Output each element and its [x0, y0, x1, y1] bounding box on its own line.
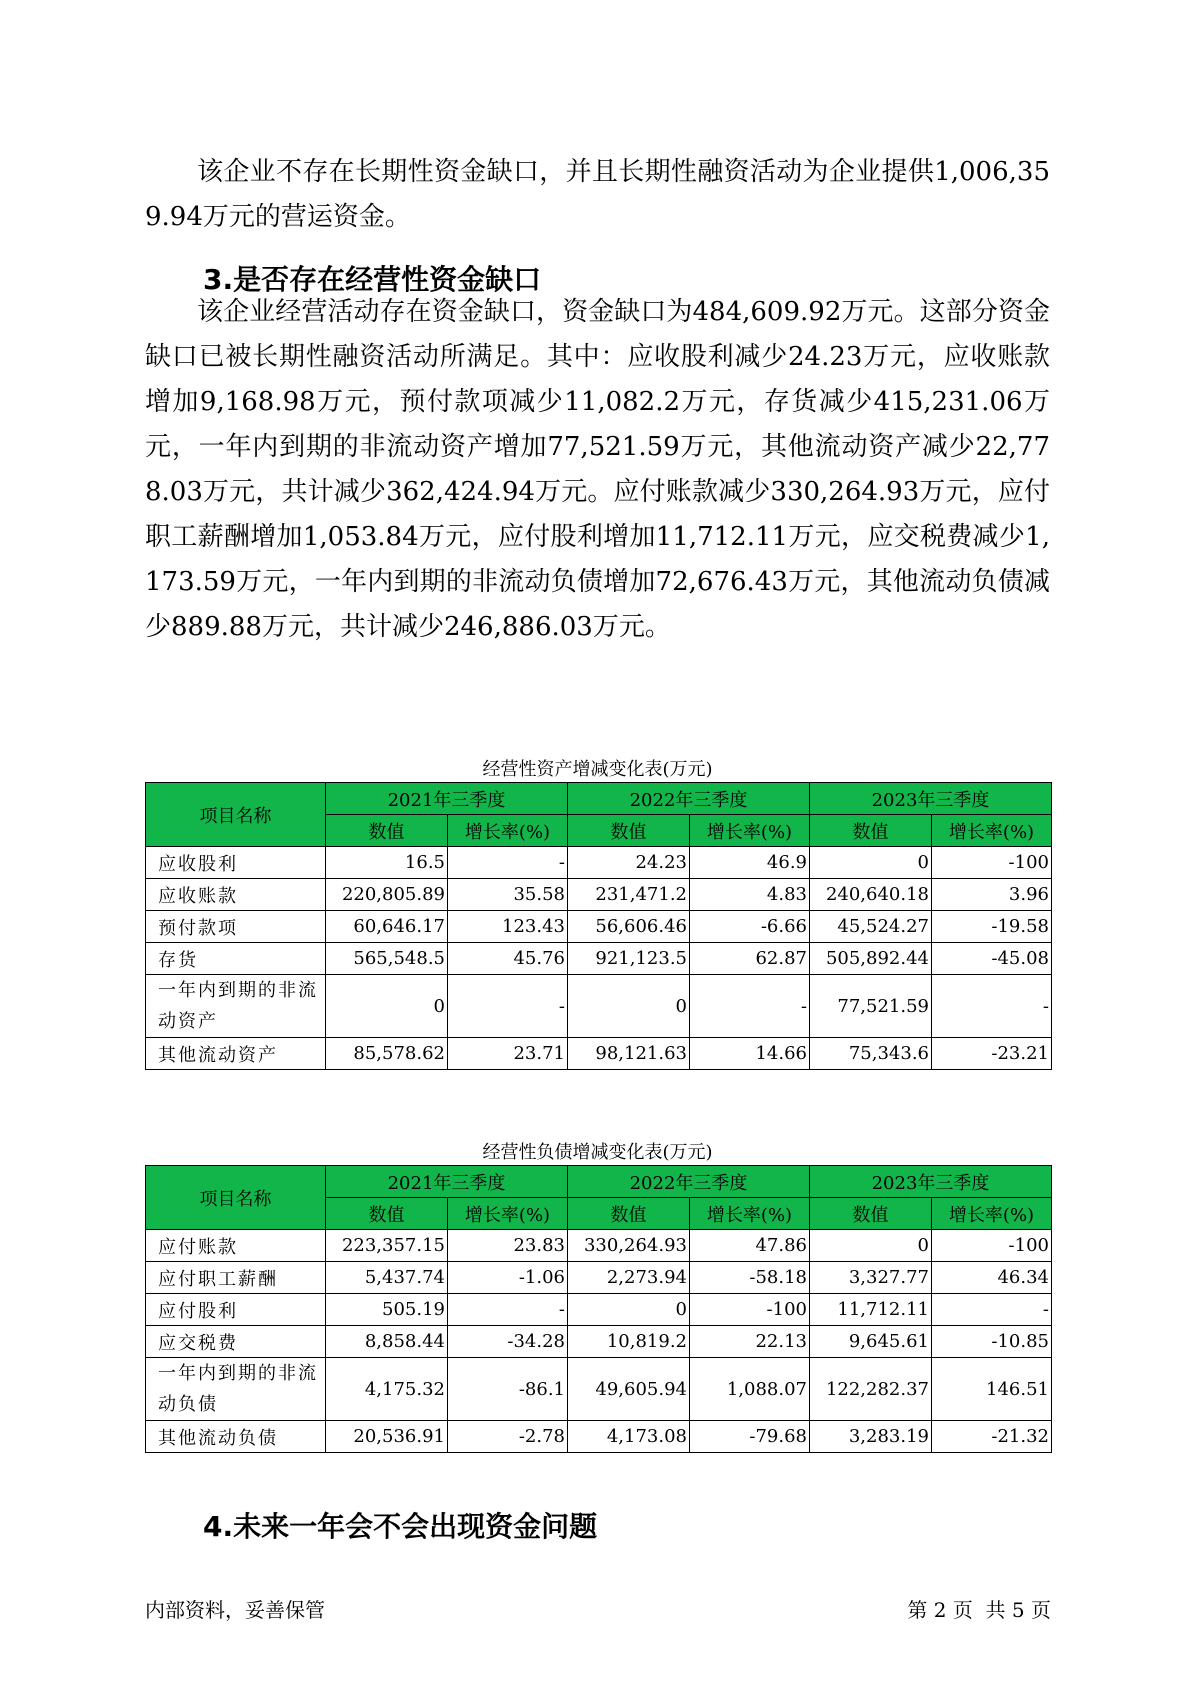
header-period-2023: 2023年三季度	[810, 783, 1052, 815]
cell: -6.66	[690, 911, 810, 943]
cell: 505,892.44	[810, 943, 932, 975]
cell: 1,088.07	[690, 1358, 810, 1421]
cell: 85,578.62	[326, 1038, 448, 1070]
cell: 46.9	[690, 847, 810, 879]
header-value: 数值	[568, 815, 690, 847]
cell: 23.71	[448, 1038, 568, 1070]
cell: 231,471.2	[568, 879, 690, 911]
table-row	[146, 1038, 1052, 1070]
asset-change-table	[145, 782, 1052, 1070]
cell: -79.68	[690, 1421, 810, 1453]
row-name: 预付款项	[146, 911, 326, 943]
header-period-2021: 2021年三季度	[326, 783, 568, 815]
cell: 921,123.5	[568, 943, 690, 975]
cell: 3.96	[932, 879, 1052, 911]
header-growth: 增长率(%)	[690, 815, 810, 847]
cell: -	[932, 975, 1052, 1038]
cell: 98,121.63	[568, 1038, 690, 1070]
table-header-row	[146, 783, 1052, 815]
cell: 0	[568, 1294, 690, 1326]
row-name: 应付股利	[146, 1294, 326, 1326]
intro-paragraph: 该企业不存在长期性资金缺口，并且长期性融资活动为企业提供1,006,359.94万元的营运资金。	[145, 157, 1050, 232]
row-name: 其他流动负债	[146, 1421, 326, 1453]
section-3-heading: 3.是否存在经营性资金缺口	[203, 263, 542, 296]
header-value: 数值	[810, 815, 932, 847]
cell: 14.66	[690, 1038, 810, 1070]
cell: 10,819.2	[568, 1326, 690, 1358]
cell: 4,175.32	[326, 1358, 448, 1421]
cell: 3,327.77	[810, 1262, 932, 1294]
cell: -10.85	[932, 1326, 1052, 1358]
cell: 4,173.08	[568, 1421, 690, 1453]
table-row	[146, 1421, 1052, 1453]
cell: 0	[326, 975, 448, 1038]
liability-table-caption: 经营性负债增减变化表(万元)	[482, 1142, 713, 1163]
cell: 4.83	[690, 879, 810, 911]
cell: 220,805.89	[326, 879, 448, 911]
footer-page-number: 第 2 页 共 5 页	[907, 1598, 1051, 1622]
cell: 122,282.37	[810, 1358, 932, 1421]
cell: -34.28	[448, 1326, 568, 1358]
cell: -45.08	[932, 943, 1052, 975]
cell: 505.19	[326, 1294, 448, 1326]
cell: 49,605.94	[568, 1358, 690, 1421]
header-period-2022: 2022年三季度	[568, 1166, 810, 1198]
cell: -58.18	[690, 1262, 810, 1294]
cell: 0	[810, 847, 932, 879]
cell: -100	[932, 1230, 1052, 1262]
header-value: 数值	[810, 1198, 932, 1230]
header-item-name: 项目名称	[146, 783, 326, 847]
table-row	[146, 1262, 1052, 1294]
table-row	[146, 943, 1052, 975]
table-row	[146, 1230, 1052, 1262]
cell: 77,521.59	[810, 975, 932, 1038]
cell: -100	[932, 847, 1052, 879]
cell: 24.23	[568, 847, 690, 879]
header-growth: 增长率(%)	[932, 815, 1052, 847]
row-name: 一年内到期的非流动负债	[146, 1358, 326, 1421]
cell: 45.76	[448, 943, 568, 975]
cell: 46.34	[932, 1262, 1052, 1294]
row-name: 应交税费	[146, 1326, 326, 1358]
cell: -	[448, 847, 568, 879]
header-period-2021: 2021年三季度	[326, 1166, 568, 1198]
cell: -1.06	[448, 1262, 568, 1294]
cell: 22.13	[690, 1326, 810, 1358]
cell: 62.87	[690, 943, 810, 975]
row-name: 其他流动资产	[146, 1038, 326, 1070]
table-row	[146, 975, 1052, 1038]
cell: -	[448, 1294, 568, 1326]
cell: 0	[568, 975, 690, 1038]
cell: 565,548.5	[326, 943, 448, 975]
header-growth: 增长率(%)	[448, 1198, 568, 1230]
table-row	[146, 1294, 1052, 1326]
header-value: 数值	[568, 1198, 690, 1230]
row-name: 应付账款	[146, 1230, 326, 1262]
header-value: 数值	[326, 815, 448, 847]
table-header-row	[146, 1166, 1052, 1198]
cell: 60,646.17	[326, 911, 448, 943]
row-name: 应收账款	[146, 879, 326, 911]
cell: -86.1	[448, 1358, 568, 1421]
table-row	[146, 879, 1052, 911]
header-period-2022: 2022年三季度	[568, 783, 810, 815]
header-growth: 增长率(%)	[932, 1198, 1052, 1230]
header-value: 数值	[326, 1198, 448, 1230]
asset-table-caption: 经营性资产增减变化表(万元)	[482, 759, 713, 780]
header-period-2023: 2023年三季度	[810, 1166, 1052, 1198]
header-item-name: 项目名称	[146, 1166, 326, 1230]
cell: 75,343.6	[810, 1038, 932, 1070]
cell: 123.43	[448, 911, 568, 943]
footer-confidential-note: 内部资料，妥善保管	[145, 1598, 325, 1622]
cell: 0	[810, 1230, 932, 1262]
cell: 11,712.11	[810, 1294, 932, 1326]
table-row	[146, 1326, 1052, 1358]
cell: 56,606.46	[568, 911, 690, 943]
table-row	[146, 911, 1052, 943]
row-name: 存货	[146, 943, 326, 975]
cell: 330,264.93	[568, 1230, 690, 1262]
header-growth: 增长率(%)	[448, 815, 568, 847]
header-growth: 增长率(%)	[690, 1198, 810, 1230]
cell: -23.21	[932, 1038, 1052, 1070]
cell: -19.58	[932, 911, 1052, 943]
row-name: 应付职工薪酬	[146, 1262, 326, 1294]
cell: 20,536.91	[326, 1421, 448, 1453]
table-row	[146, 847, 1052, 879]
cell: 35.58	[448, 879, 568, 911]
cell: 45,524.27	[810, 911, 932, 943]
cell: -	[690, 975, 810, 1038]
cell: 9,645.61	[810, 1326, 932, 1358]
row-name: 应收股利	[146, 847, 326, 879]
row-name: 一年内到期的非流动资产	[146, 975, 326, 1038]
section-3-paragraph: 该企业经营活动存在资金缺口，资金缺口为484,609.92万元。这部分资金缺口已被长期性融资活动所满足。其中：应收股利减少24.23万元，应收账款增加9,168.98万元，预付款项减少11,082.2万元，存货减少415,231.06万元，一年内到期的非流动资产增加77,521.59万元，其他流动资产减少22,778.03万元，共计减少362,424.94万元。应付账款减少330,264.93万元，应付职工薪酬增加1,053.84万元，应付股利增加11,712.11万元，应交税费减少1,173.59万元，一年内到期的非流动负债增加72,676.43万元，其他流动负债减少889.88万元，共计减少246,886.03万元。	[145, 297, 1050, 642]
cell: 8,858.44	[326, 1326, 448, 1358]
cell: 47.86	[690, 1230, 810, 1262]
cell: -	[932, 1294, 1052, 1326]
cell: 240,640.18	[810, 879, 932, 911]
cell: 23.83	[448, 1230, 568, 1262]
cell: 146.51	[932, 1358, 1052, 1421]
cell: 3,283.19	[810, 1421, 932, 1453]
cell: -21.32	[932, 1421, 1052, 1453]
table-row	[146, 1358, 1052, 1421]
liability-change-table	[145, 1165, 1052, 1453]
cell: -	[448, 975, 568, 1038]
cell: 5,437.74	[326, 1262, 448, 1294]
cell: 223,357.15	[326, 1230, 448, 1262]
cell: 16.5	[326, 847, 448, 879]
section-4-heading: 4.未来一年会不会出现资金问题	[203, 1510, 598, 1543]
cell: 2,273.94	[568, 1262, 690, 1294]
cell: -100	[690, 1294, 810, 1326]
cell: -2.78	[448, 1421, 568, 1453]
